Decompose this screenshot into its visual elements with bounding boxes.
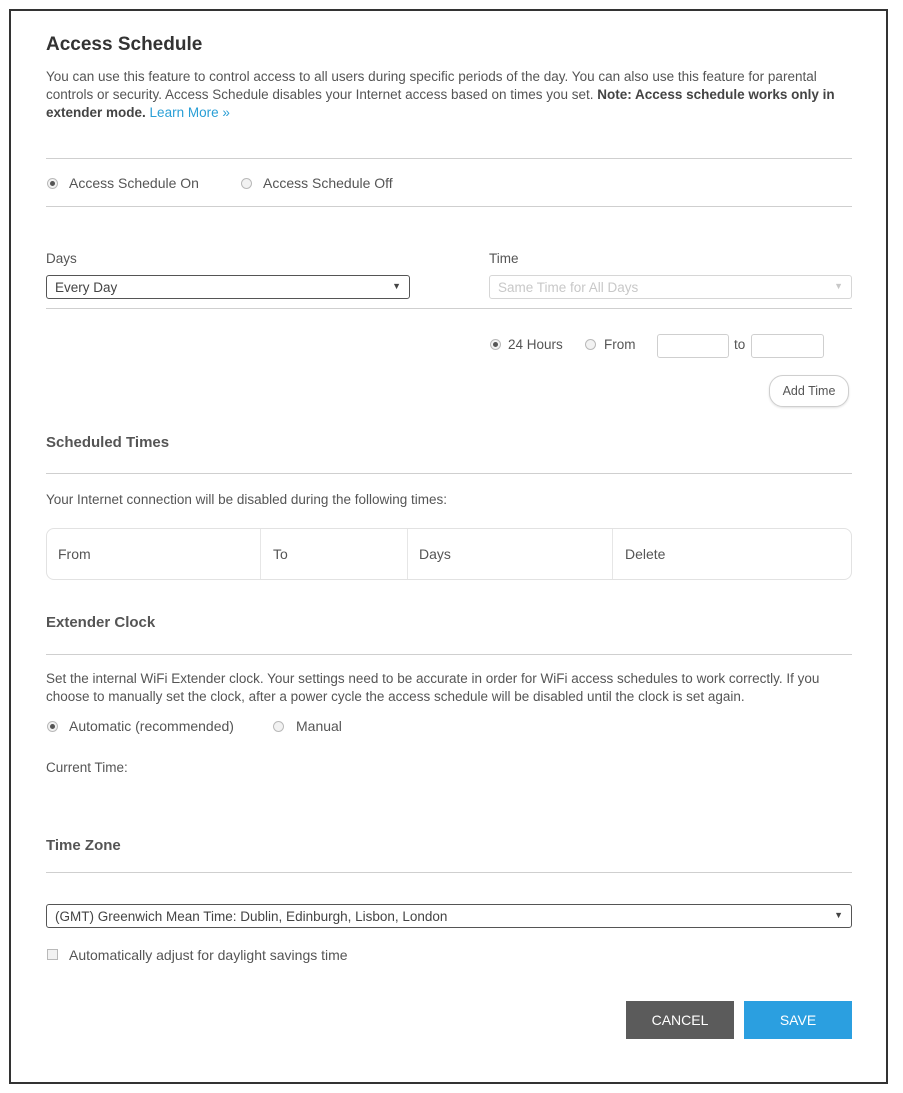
learn-more-link[interactable]: Learn More » <box>149 105 230 120</box>
dst-label[interactable]: Automatically adjust for daylight savings time <box>69 947 348 963</box>
divider <box>46 308 852 309</box>
dialog-frame <box>9 9 888 1084</box>
column-header-delete: Delete <box>625 546 666 562</box>
clock-manual-radio[interactable] <box>273 721 284 732</box>
schedule-on-label[interactable]: Access Schedule On <box>69 175 199 191</box>
divider <box>46 473 852 474</box>
column-header-days: Days <box>419 546 451 562</box>
divider <box>46 654 852 655</box>
time-zone-select[interactable] <box>46 904 852 928</box>
intro-body: You can use this feature to control access to all users during specific periods of the day. You can also use this feature for parental controls or security. Access Schedule disables your Internet access based on times you set. <box>46 69 817 102</box>
save-button[interactable]: SAVE <box>744 1001 852 1039</box>
from-time-input[interactable] <box>657 334 729 358</box>
column-divider <box>407 529 408 579</box>
cancel-button[interactable]: CANCEL <box>626 1001 734 1039</box>
days-label: Days <box>46 251 77 266</box>
extender-clock-title: Extender Clock <box>46 614 156 631</box>
page-title: Access Schedule <box>46 34 203 55</box>
clock-automatic-label[interactable]: Automatic (recommended) <box>69 718 234 734</box>
column-header-from: From <box>58 546 91 562</box>
time-select-value: Same Time for All Days <box>498 280 639 295</box>
clock-automatic-radio[interactable] <box>47 721 58 732</box>
to-time-input[interactable] <box>751 334 824 358</box>
column-divider <box>612 529 613 579</box>
divider <box>46 206 852 207</box>
intro-text <box>46 68 856 122</box>
hours24-label[interactable]: 24 Hours <box>508 337 563 352</box>
dst-checkbox[interactable] <box>47 949 58 960</box>
days-select[interactable] <box>46 275 410 299</box>
schedule-off-radio[interactable] <box>241 178 252 189</box>
column-header-to: To <box>273 546 288 562</box>
time-select[interactable] <box>489 275 852 299</box>
intro-note: Note: Access schedule works only in extender mode. <box>46 87 835 120</box>
current-time-label: Current Time: <box>46 760 128 775</box>
schedule-on-radio[interactable] <box>47 178 58 189</box>
scheduled-times-table <box>46 528 852 580</box>
divider <box>46 872 852 873</box>
clock-manual-label[interactable]: Manual <box>296 718 342 734</box>
time-zone-value: (GMT) Greenwich Mean Time: Dublin, Edinburgh, Lisbon, London <box>55 909 448 924</box>
add-time-button[interactable]: Add Time <box>769 375 849 407</box>
scheduled-times-title: Scheduled Times <box>46 434 170 451</box>
hours24-radio[interactable] <box>490 339 501 350</box>
to-label: to <box>734 337 746 352</box>
chevron-down-icon: ▼ <box>834 281 843 291</box>
column-divider <box>260 529 261 579</box>
from-radio[interactable] <box>585 339 596 350</box>
scheduled-times-description: Your Internet connection will be disabled during the following times: <box>46 492 447 507</box>
extender-clock-description: Set the internal WiFi Extender clock. Your settings need to be accurate in order for WiFi access schedules to work correctly. If you choose to manually set the clock, after a power cycle the access schedule will be disabled until the clock is set again. <box>46 671 820 704</box>
chevron-down-icon: ▼ <box>834 910 843 920</box>
divider <box>46 158 852 159</box>
days-select-value: Every Day <box>55 280 118 295</box>
from-label[interactable]: From <box>604 337 636 352</box>
time-label: Time <box>489 251 519 266</box>
schedule-off-label[interactable]: Access Schedule Off <box>263 175 393 191</box>
time-zone-title: Time Zone <box>46 837 121 854</box>
chevron-down-icon: ▼ <box>392 281 401 291</box>
